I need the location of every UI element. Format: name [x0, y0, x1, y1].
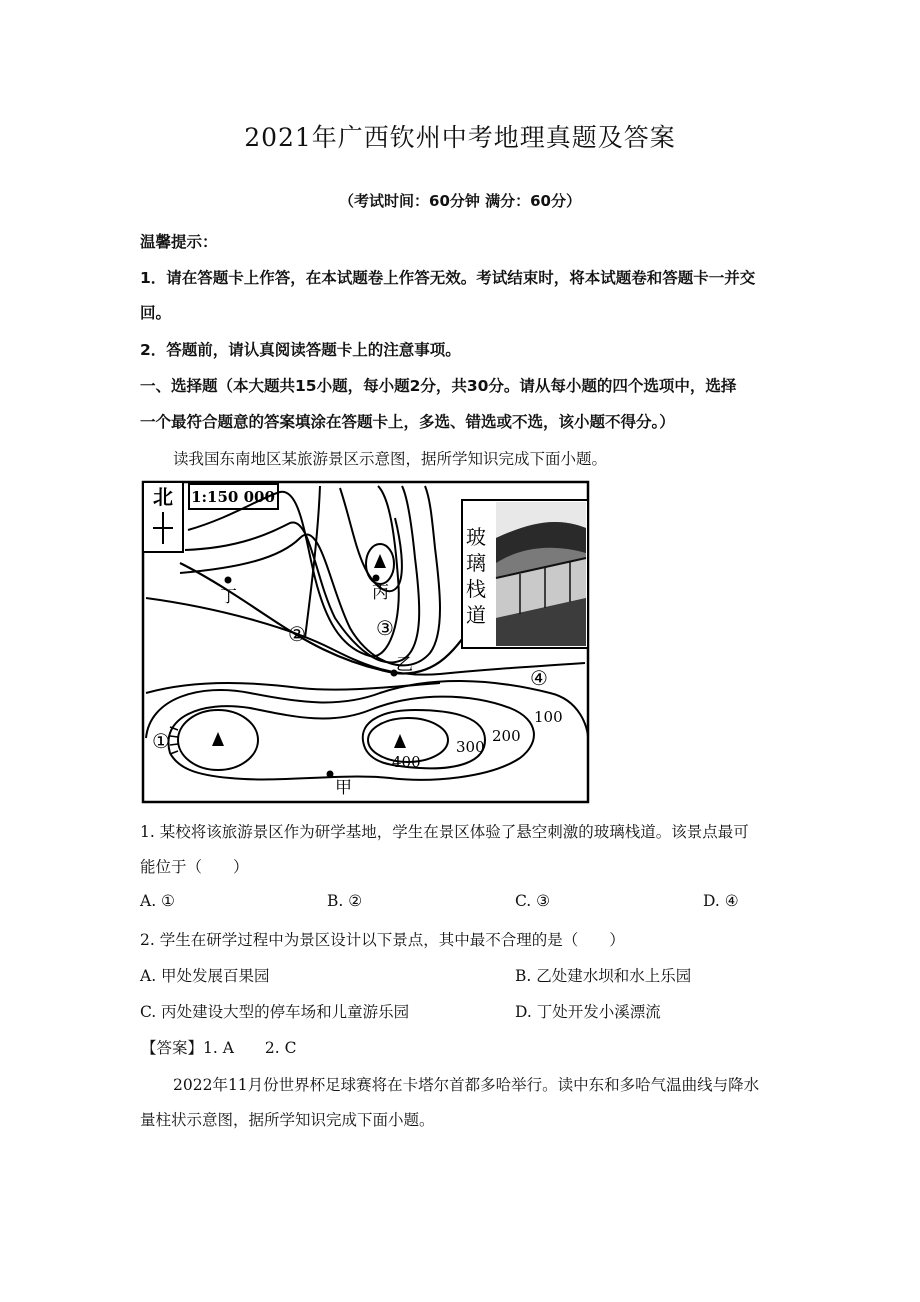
point-bing: [373, 575, 380, 582]
q2-stem: 2. 学生在研学过程中为景区设计以下景点，其中最不合理的是（ ）: [140, 931, 625, 949]
photo-caption-1: 玻: [466, 525, 486, 549]
scenic-area-map: [140, 478, 592, 806]
contour-label-300: 300: [456, 738, 485, 756]
q2-option-a: A. 甲处发展百果园: [140, 967, 270, 985]
answer: 【答案】1. A 2. C: [141, 1039, 297, 1057]
tips-heading: 温馨提示：: [140, 233, 218, 251]
exam-info: （考试时间：60分钟 满分：60分）: [339, 192, 581, 210]
section1-line2: 一个最符合题意的答案填涂在答题卡上，多选、错选或不选，该小题不得分。）: [140, 413, 675, 431]
scale-label: 1:150 000: [191, 488, 275, 506]
tip1-line1: 1．请在答题卡上作答，在本试题卷上作答无效。考试结束时，将本试题卷和答题卡一并交: [140, 269, 756, 287]
q1-option-b: B. ②: [327, 892, 363, 910]
contour-label-400: 400: [392, 753, 421, 771]
place-ding: 丁: [220, 587, 237, 607]
tip2: 2．答题前，请认真阅读答题卡上的注意事项。: [140, 341, 461, 359]
q1-option-c: C. ③: [515, 892, 551, 910]
intro2-line2: 量柱状示意图，据所学知识完成下面小题。: [140, 1111, 435, 1129]
label-c3: ③: [376, 616, 394, 640]
point-ding: [225, 577, 232, 584]
place-bing: 丙: [372, 583, 389, 603]
place-jia: 甲: [335, 778, 352, 798]
photo-caption-3: 栈: [466, 577, 486, 601]
place-yi: 乙: [396, 655, 413, 675]
section1-line1: 一、选择题（本大题共15小题，每小题2分，共30分。请从每小题的四个选项中，选择: [140, 377, 737, 395]
q1-option-d: D. ④: [703, 892, 739, 910]
intro2-line1: 2022年11月份世界杯足球赛将在卡塔尔首都多哈举行。读中东和多哈气温曲线与降水: [173, 1076, 760, 1094]
contour-label-200: 200: [492, 727, 521, 745]
label-c4: ④: [530, 666, 548, 690]
q1-line2: 能位于（ ）: [140, 858, 249, 876]
q1-line1: 1. 某校将该旅游景区作为研学基地，学生在景区体验了悬空刺激的玻璃栈道。该景点最可: [140, 823, 749, 841]
intro1: 读我国东南地区某旅游景区示意图，据所学知识完成下面小题。: [173, 450, 608, 468]
glass-plank-road-photo: [496, 502, 586, 646]
point-jia: [327, 771, 334, 778]
q2-option-c: C. 丙处建设大型的停车场和儿童游乐园: [140, 1003, 410, 1021]
photo-caption-4: 道: [466, 603, 486, 627]
label-c1: ①: [152, 729, 170, 753]
label-c2: ②: [288, 622, 306, 646]
q2-option-b: B. 乙处建水坝和水上乐园: [515, 967, 692, 985]
q1-option-a: A. ①: [140, 892, 175, 910]
tip1-line2: 回。: [140, 304, 172, 322]
north-label: 北: [153, 485, 173, 509]
q2-option-d: D. 丁处开发小溪漂流: [515, 1003, 661, 1021]
photo-caption-2: 璃: [466, 551, 486, 575]
contour-label-100: 100: [534, 708, 563, 726]
page-title: 2021年广西钦州中考地理真题及答案: [244, 123, 676, 152]
